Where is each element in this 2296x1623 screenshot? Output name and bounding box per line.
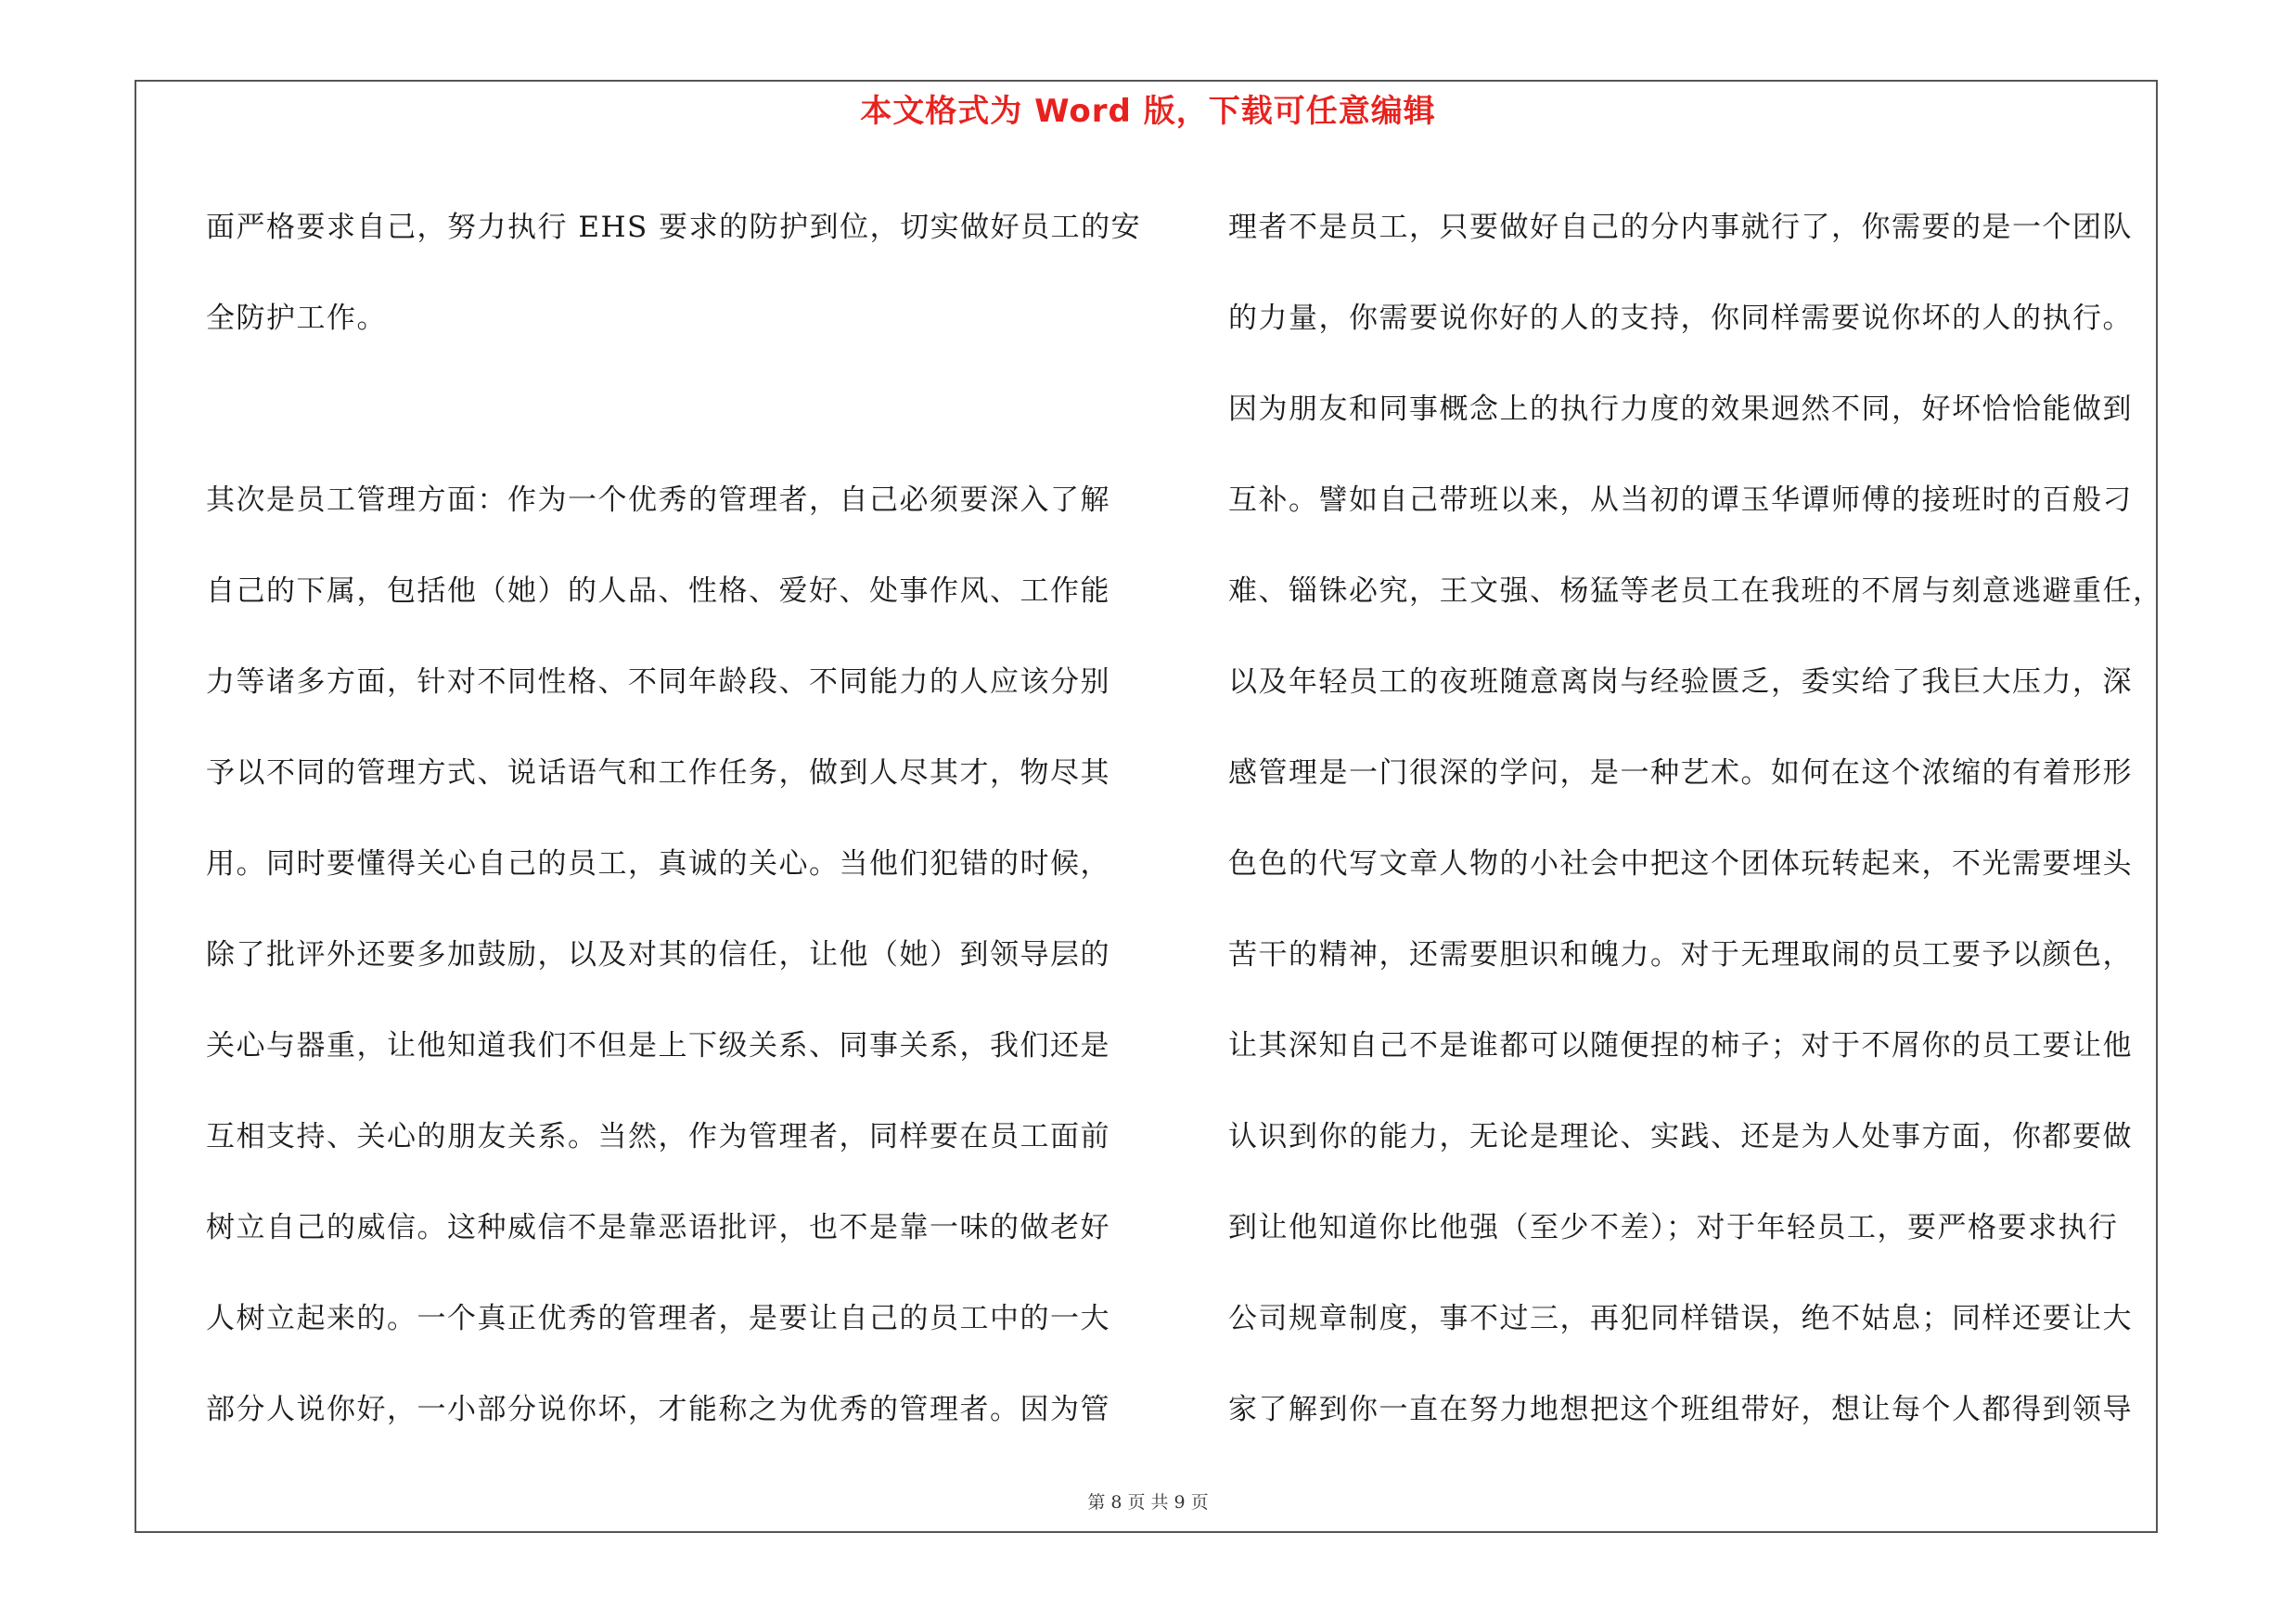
text-line: 让其深知自己不是谁都可以随便捏的柿子；对于不屑你的员工要让他	[1228, 1029, 2133, 1063]
text-line: 苦干的精神，还需要胆识和魄力。对于无理取闹的员工要予以颜色，	[1228, 938, 2133, 972]
text-line: 树立自己的威信。这种威信不是靠恶语批评，也不是靠一味的做老好	[206, 1211, 1110, 1244]
text-line: 全防护工作。	[206, 302, 387, 335]
page-number-footer: 第 8 页 共 9 页	[1087, 1492, 1209, 1513]
text-line: 用。同时要懂得关心自己的员工，真诚的关心。当他们犯错的时候，	[206, 847, 1110, 881]
text-line: 除了批评外还要多加鼓励，以及对其的信任，让他（她）到领导层的	[206, 938, 1110, 972]
text-line: 力等诸多方面，针对不同性格、不同年龄段、不同能力的人应该分别	[206, 665, 1110, 699]
text-line: 色色的代写文章人物的小社会中把这个团体玩转起来，不光需要埋头	[1228, 847, 2133, 881]
text-line: 互补。譬如自己带班以来，从当初的谭玉华谭师傅的接班时的百般刁	[1228, 483, 2133, 517]
text-line: 的力量，你需要说你好的人的支持，你同样需要说你坏的人的执行。	[1228, 302, 2133, 335]
text-line: 自己的下属，包括他（她）的人品、性格、爱好、处事作风、工作能	[206, 574, 1110, 608]
text-line: 关心与器重，让他知道我们不但是上下级关系、同事关系，我们还是	[206, 1029, 1110, 1063]
text-line: 因为朋友和同事概念上的执行力度的效果迥然不同，好坏恰恰能做到	[1228, 393, 2133, 426]
text-line: 其次是员工管理方面：作为一个优秀的管理者，自己必须要深入了解	[206, 483, 1110, 517]
text-line: 面严格要求自己，努力执行 EHS 要求的防护到位，切实做好员工的安	[206, 211, 1142, 244]
right-column	[1228, 182, 2174, 1455]
text-line: 到让他知道你比他强（至少不差）；对于年轻员工，要严格要求执行	[1228, 1211, 2119, 1244]
left-column	[206, 182, 1142, 1455]
text-line: 家了解到你一直在努力地想把这个班组带好，想让每个人都得到领导	[1228, 1393, 2133, 1426]
text-line: 认识到你的能力，无论是理论、实践、还是为人处事方面，你都要做	[1228, 1120, 2133, 1153]
text-line: 人树立起来的。一个真正优秀的管理者，是要让自己的员工中的一大	[206, 1302, 1110, 1335]
text-line: 以及年轻员工的夜班随意离岗与经验匮乏，委实给了我巨大压力，深	[1228, 665, 2133, 699]
text-line: 部分人说你好，一小部分说你坏，才能称之为优秀的管理者。因为管	[206, 1393, 1110, 1426]
text-line: 感管理是一门很深的学问，是一种艺术。如何在这个浓缩的有着形形	[1228, 756, 2133, 790]
paragraph-gap	[206, 364, 1134, 455]
format-banner: 本文格式为 Word 版，下载可任意编辑	[860, 93, 1436, 130]
text-line: 理者不是员工，只要做好自己的分内事就行了，你需要的是一个团队	[1228, 211, 2133, 244]
text-line: 难、锱铢必究，王文强、杨猛等老员工在我班的不屑与刻意逃避重任，	[1228, 574, 2163, 608]
text-line: 公司规章制度，事不过三，再犯同样错误，绝不姑息；同样还要让大	[1228, 1302, 2133, 1335]
text-line: 予以不同的管理方式、说话语气和工作任务，做到人尽其才，物尽其	[206, 756, 1110, 790]
text-line: 互相支持、关心的朋友关系。当然，作为管理者，同样要在员工面前	[206, 1120, 1110, 1153]
